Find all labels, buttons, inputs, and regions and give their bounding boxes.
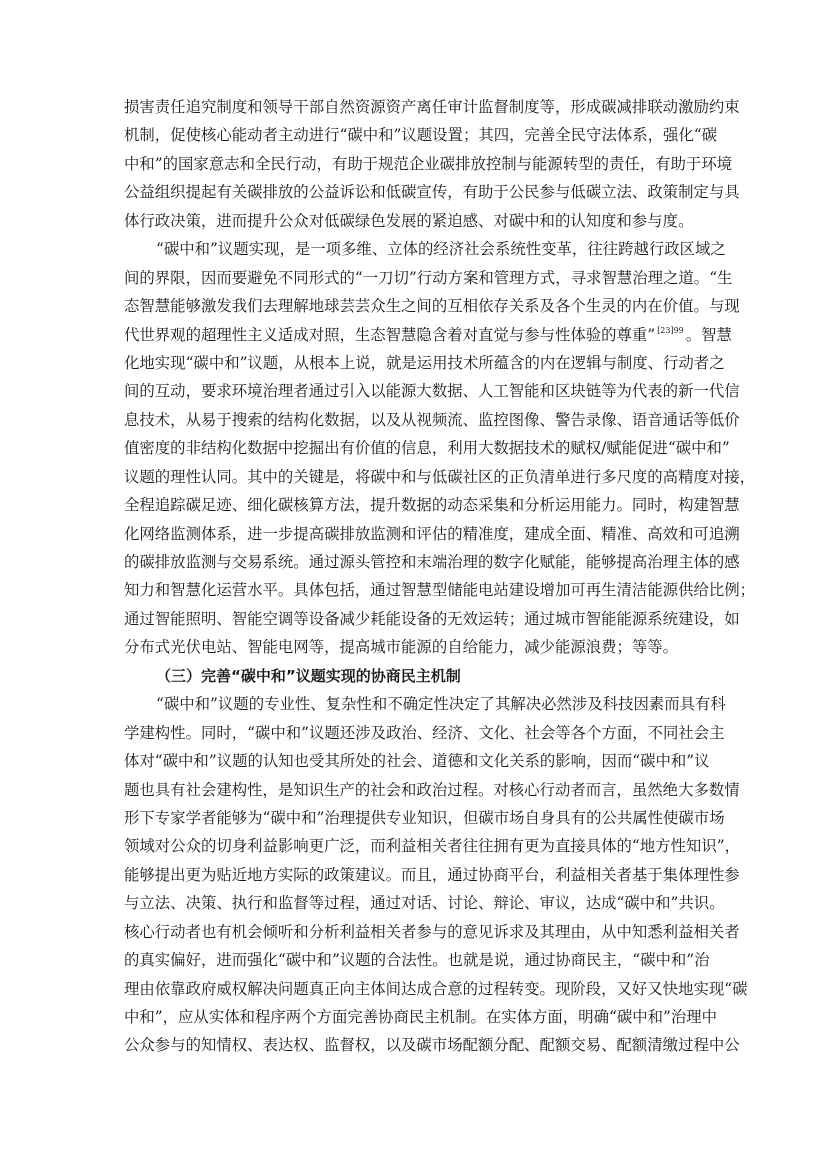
text-line: 化网络监测体系，进一步提高碳排放监测和评估的精准度，建成全面、精准、高效和可追溯 [124, 524, 740, 543]
document-body [124, 93, 756, 1060]
text-line: 化地实现“碳中和”议题，从根本上说，就是运用技术所蕴含的内在逻辑与制度、行动者之 [124, 353, 725, 372]
text-line: 领域对公众的切身利益影响更广泛，而利益相关者往往拥有更为直接具体的“地方性知识”， [124, 837, 740, 856]
text-line: 值密度的非结构化数据中挖掘出有价值的信息，利用大数据技术的赋权/赋能促进“碳中和” [124, 439, 730, 458]
text-line: 能够提出更为贴近地方实际的政策建议。而且，通过协商平台，利益相关者基于集体理性参 [124, 865, 740, 884]
paragraph-3 [124, 690, 748, 1060]
text-line-with-citation [124, 321, 732, 349]
text-line: “碳中和”议题实现，是一项多维、立体的经济社会系统性变革，往往跨越行政区域之 [156, 240, 726, 259]
section-heading: （三）完善“碳中和”议题实现的协商民主机制 [156, 666, 461, 685]
text-line: 态智慧能够激发我们去理解地球芸芸众生之间的互相依存关系及各个生灵的内在价值。与现 [124, 297, 740, 316]
text-line: 公众参与的知情权、表达权、监督权，以及碳市场配额分配、配额交易、配额清缴过程中公 [124, 1036, 740, 1055]
text-line: 机制，促使核心能动者主动进行“碳中和”议题设置；其四，完善全民守法体系，强化“碳 [124, 126, 718, 145]
text-line: 的碳排放监测与交易系统。通过源头管控和末端治理的数字化赋能，能够提高治理主体的感 [124, 553, 740, 571]
text-line: 通过智能照明、智能空调等设备减少耗能设备的无效运转；通过城市智能能源系统建设，如 [124, 609, 740, 628]
text-line: 与立法、决策、执行和监督等过程，通过对话、讨论、辩论、审议，达成“碳中和”共识。 [124, 894, 725, 913]
paragraph-1 [124, 93, 740, 235]
text-line: 息技术，从易于搜索的结构化数据，以及从视频流、监控图像、警告录像、语音通话等低价 [124, 410, 740, 429]
text-segment: 。智慧 [685, 325, 732, 344]
text-line: 间的互动，要求环境治理者通过引入以能源大数据、人工智能和区块链等为代表的新一代信 [124, 382, 740, 401]
text-line: 中和”的国家意志和全民行动，有助于规范企业碳排放控制与能源转型的责任，有助于环境 [124, 154, 733, 173]
text-line: “碳中和”议题的专业性、复杂性和不确定性决定了其解决必然涉及科技因素而具有科 [156, 695, 726, 714]
text-line: 间的界限，因而要避免不同形式的“一刀切”行动方案和管理方式，寻求智慧治理之道。“生 [124, 268, 733, 287]
text-line: 学建构性。同时，“碳中和”议题还涉及政治、经济、文化、社会等各个方面，不同社会主 [124, 723, 725, 742]
text-line: 损害责任追究制度和领导干部自然资源资产离任审计监督制度等，形成碳减排联动激励约束 [124, 98, 740, 116]
text-line: 题也具有社会建构性，是知识生产的社会和政治过程。对核心行动者而言，虽然绝大多数情 [124, 780, 740, 799]
citation-reference: [23]99 [657, 326, 684, 336]
text-line: 核心行动者也有机会倾听和分析利益相关者参与的意见诉求及其理由，从中知悉利益相关者 [124, 922, 740, 941]
text-line: 全程追踪碳足迹、细化碳核算方法，提升数据的动态采集和分析运用能力。同时，构建智慧 [124, 496, 740, 515]
text-line: 公益组织提起有关碳排放的公益诉讼和低碳宣传，有助于公民参与低碳立法、政策制定与具 [124, 183, 740, 202]
text-line: 理由依靠政府威权解决问题真正向主体间达成合意的过程转变。现阶段，又好又快地实现“碳 [124, 979, 748, 998]
paragraph-2 [124, 235, 756, 662]
text-line: 分布式光伏电站、智能电网等，提高城市能源的自给能力，减少能源浪费；等等。 [124, 638, 679, 657]
text-line: 议题的理性认同。其中的关键是，将碳中和与低碳社区的正负清单进行多尺度的高精度对接， [124, 467, 756, 486]
text-line: 的真实偏好，进而强化“碳中和”议题的合法性。也就是说，通过协商民主，“碳中和”治 [124, 951, 710, 970]
text-line: 体对“碳中和”议题的认知也受其所处的社会、道德和文化关系的影响，因而“碳中和”议 [124, 752, 710, 771]
text-line: 中和”，应从实体和程序两个方面完善协商民主机制。在实体方面，明确“碳中和”治理中 [124, 1008, 718, 1026]
text-segment: 代世界观的超理性主义适成对照，生态智慧隐含着对直觉与参与性体验的尊重” [124, 325, 656, 344]
text-line: 体行政决策，进而提升公众对低碳绿色发展的紧迫感、对碳中和的认知度和参与度。 [124, 211, 694, 230]
text-line: 形下专家学者能够为“碳中和”治理提供专业知识，但碳市场自身具有的公共属性使碳市场 [124, 808, 725, 827]
text-line: 知力和智慧化运营水平。具体包括，通过智慧型储能电站建设增加可再生清洁能源供给比例； [124, 581, 756, 600]
